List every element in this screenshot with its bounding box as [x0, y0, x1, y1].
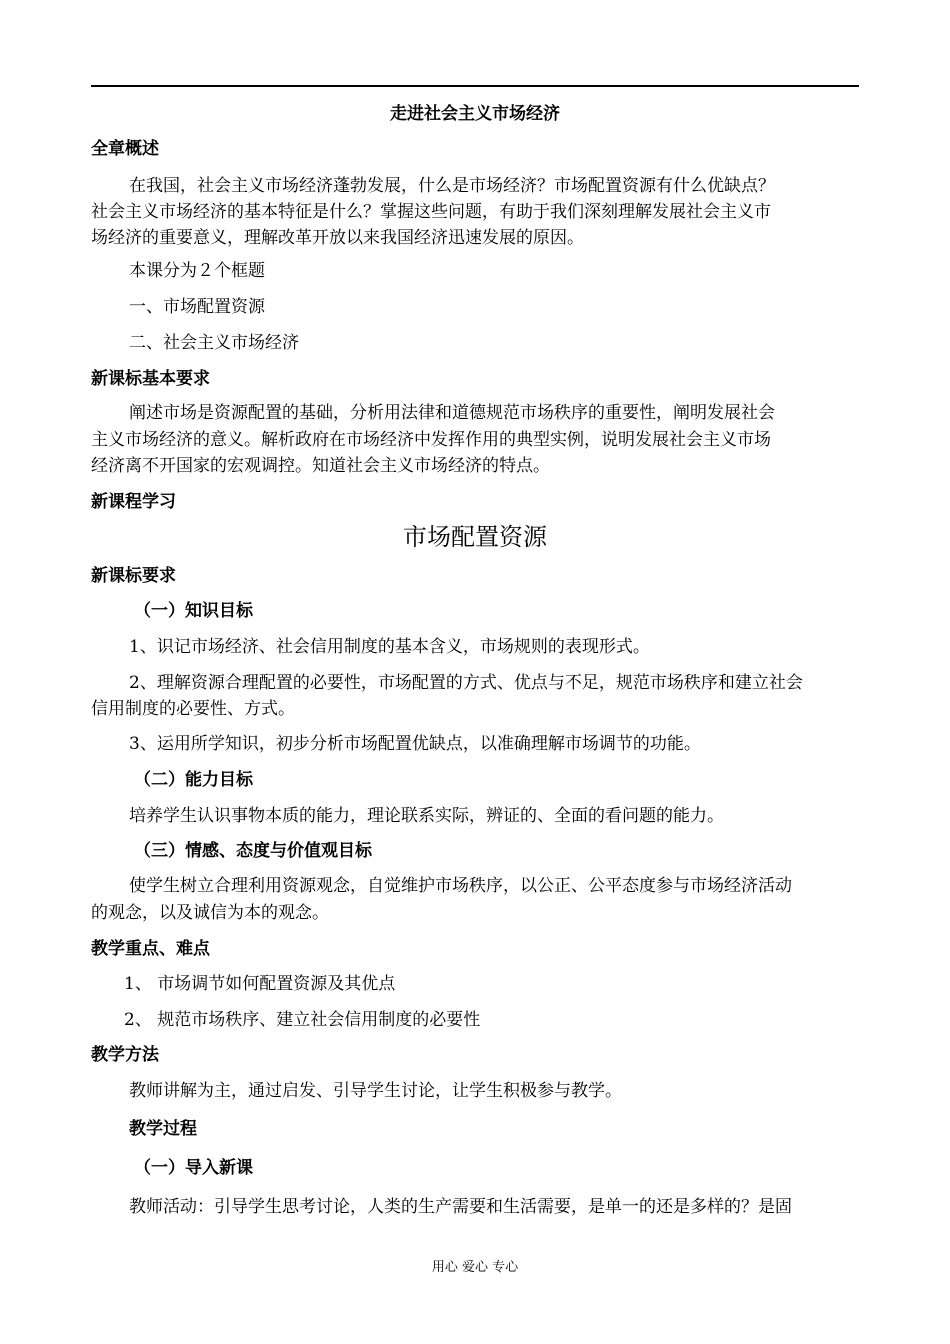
overview-para-line-3: 场经济的重要意义，理解改革开放以来我国经济迅速发展的原因。: [91, 228, 584, 248]
knowledge-item-3: 3、运用所学知识，初步分析市场配置优缺点，以准确理解市场调节的功能。: [129, 734, 701, 754]
emotion-heading: （三）情感、态度与价值观目标: [134, 841, 372, 861]
document-title: 走进社会主义市场经济: [390, 104, 560, 124]
header-rule: [91, 85, 859, 87]
lesson-title: 市场配置资源: [403, 523, 547, 551]
requirements-para-line-1: 阐述市场是资源配置的基础，分析用法律和道德规范市场秩序的重要性，阐明发展社会: [129, 403, 775, 423]
knowledge-item-2-line-2: 信用制度的必要性、方式。: [91, 699, 295, 719]
knowledge-item-2-line-1: 2、理解资源合理配置的必要性，市场配置的方式、优点与不足，规范市场秩序和建立社会: [129, 673, 803, 693]
method-text: 教师讲解为主，通过启发、引导学生讨论，让学生积极参与教学。: [129, 1081, 622, 1101]
overview-para-line-2: 社会主义市场经济的基本特征是什么？掌握这些问题，有助于我们深刻理解发展社会主义市: [91, 202, 771, 222]
requirements-para-line-2: 主义市场经济的意义。解析政府在市场经济中发挥作用的典型实例，说明发展社会主义市场: [91, 430, 771, 450]
emotion-text-line-2: 的观念，以及诚信为本的观念。: [91, 903, 329, 923]
frame-2: 二、社会主义市场经济: [129, 333, 299, 353]
ability-text: 培养学生认识事物本质的能力，理论联系实际，辨证的、全面的看问题的能力。: [129, 806, 724, 826]
frames-intro: 本课分为２个框题: [129, 261, 265, 281]
frame-1: 一、市场配置资源: [129, 297, 265, 317]
key-points-heading: 教学重点、难点: [91, 939, 210, 959]
process-text: 教师活动：引导学生思考讨论，人类的生产需要和生活需要，是单一的还是多样的？是固: [129, 1197, 792, 1217]
standards-heading: 新课标要求: [91, 566, 176, 586]
knowledge-item-1: 1、识记市场经济、社会信用制度的基本含义，市场规则的表现形式。: [129, 637, 650, 657]
process-heading: 教学过程: [129, 1119, 197, 1139]
emotion-text-line-1: 使学生树立合理利用资源观念，自觉维护市场秩序，以公正、公平态度参与市场经济活动: [129, 876, 792, 896]
requirements-heading: 新课标基本要求: [91, 369, 210, 389]
intro-heading: （一）导入新课: [134, 1158, 253, 1178]
ability-heading: （二）能力目标: [134, 770, 253, 790]
requirements-para-line-3: 经济离不开国家的宏观调控。知道社会主义市场经济的特点。: [91, 456, 550, 476]
knowledge-heading: （一）知识目标: [134, 601, 253, 621]
key-point-1: 1、 市场调节如何配置资源及其优点: [124, 974, 396, 994]
key-point-2: 2、 规范市场秩序、建立社会信用制度的必要性: [124, 1010, 481, 1030]
method-heading: 教学方法: [91, 1045, 159, 1065]
overview-para-line-1: 在我国，社会主义市场经济蓬勃发展，什么是市场经济？市场配置资源有什么优缺点？: [129, 176, 775, 196]
page-footer: 用心 爱心 专心: [431, 1260, 519, 1275]
overview-heading: 全章概述: [91, 139, 159, 159]
study-heading: 新课程学习: [91, 492, 176, 512]
